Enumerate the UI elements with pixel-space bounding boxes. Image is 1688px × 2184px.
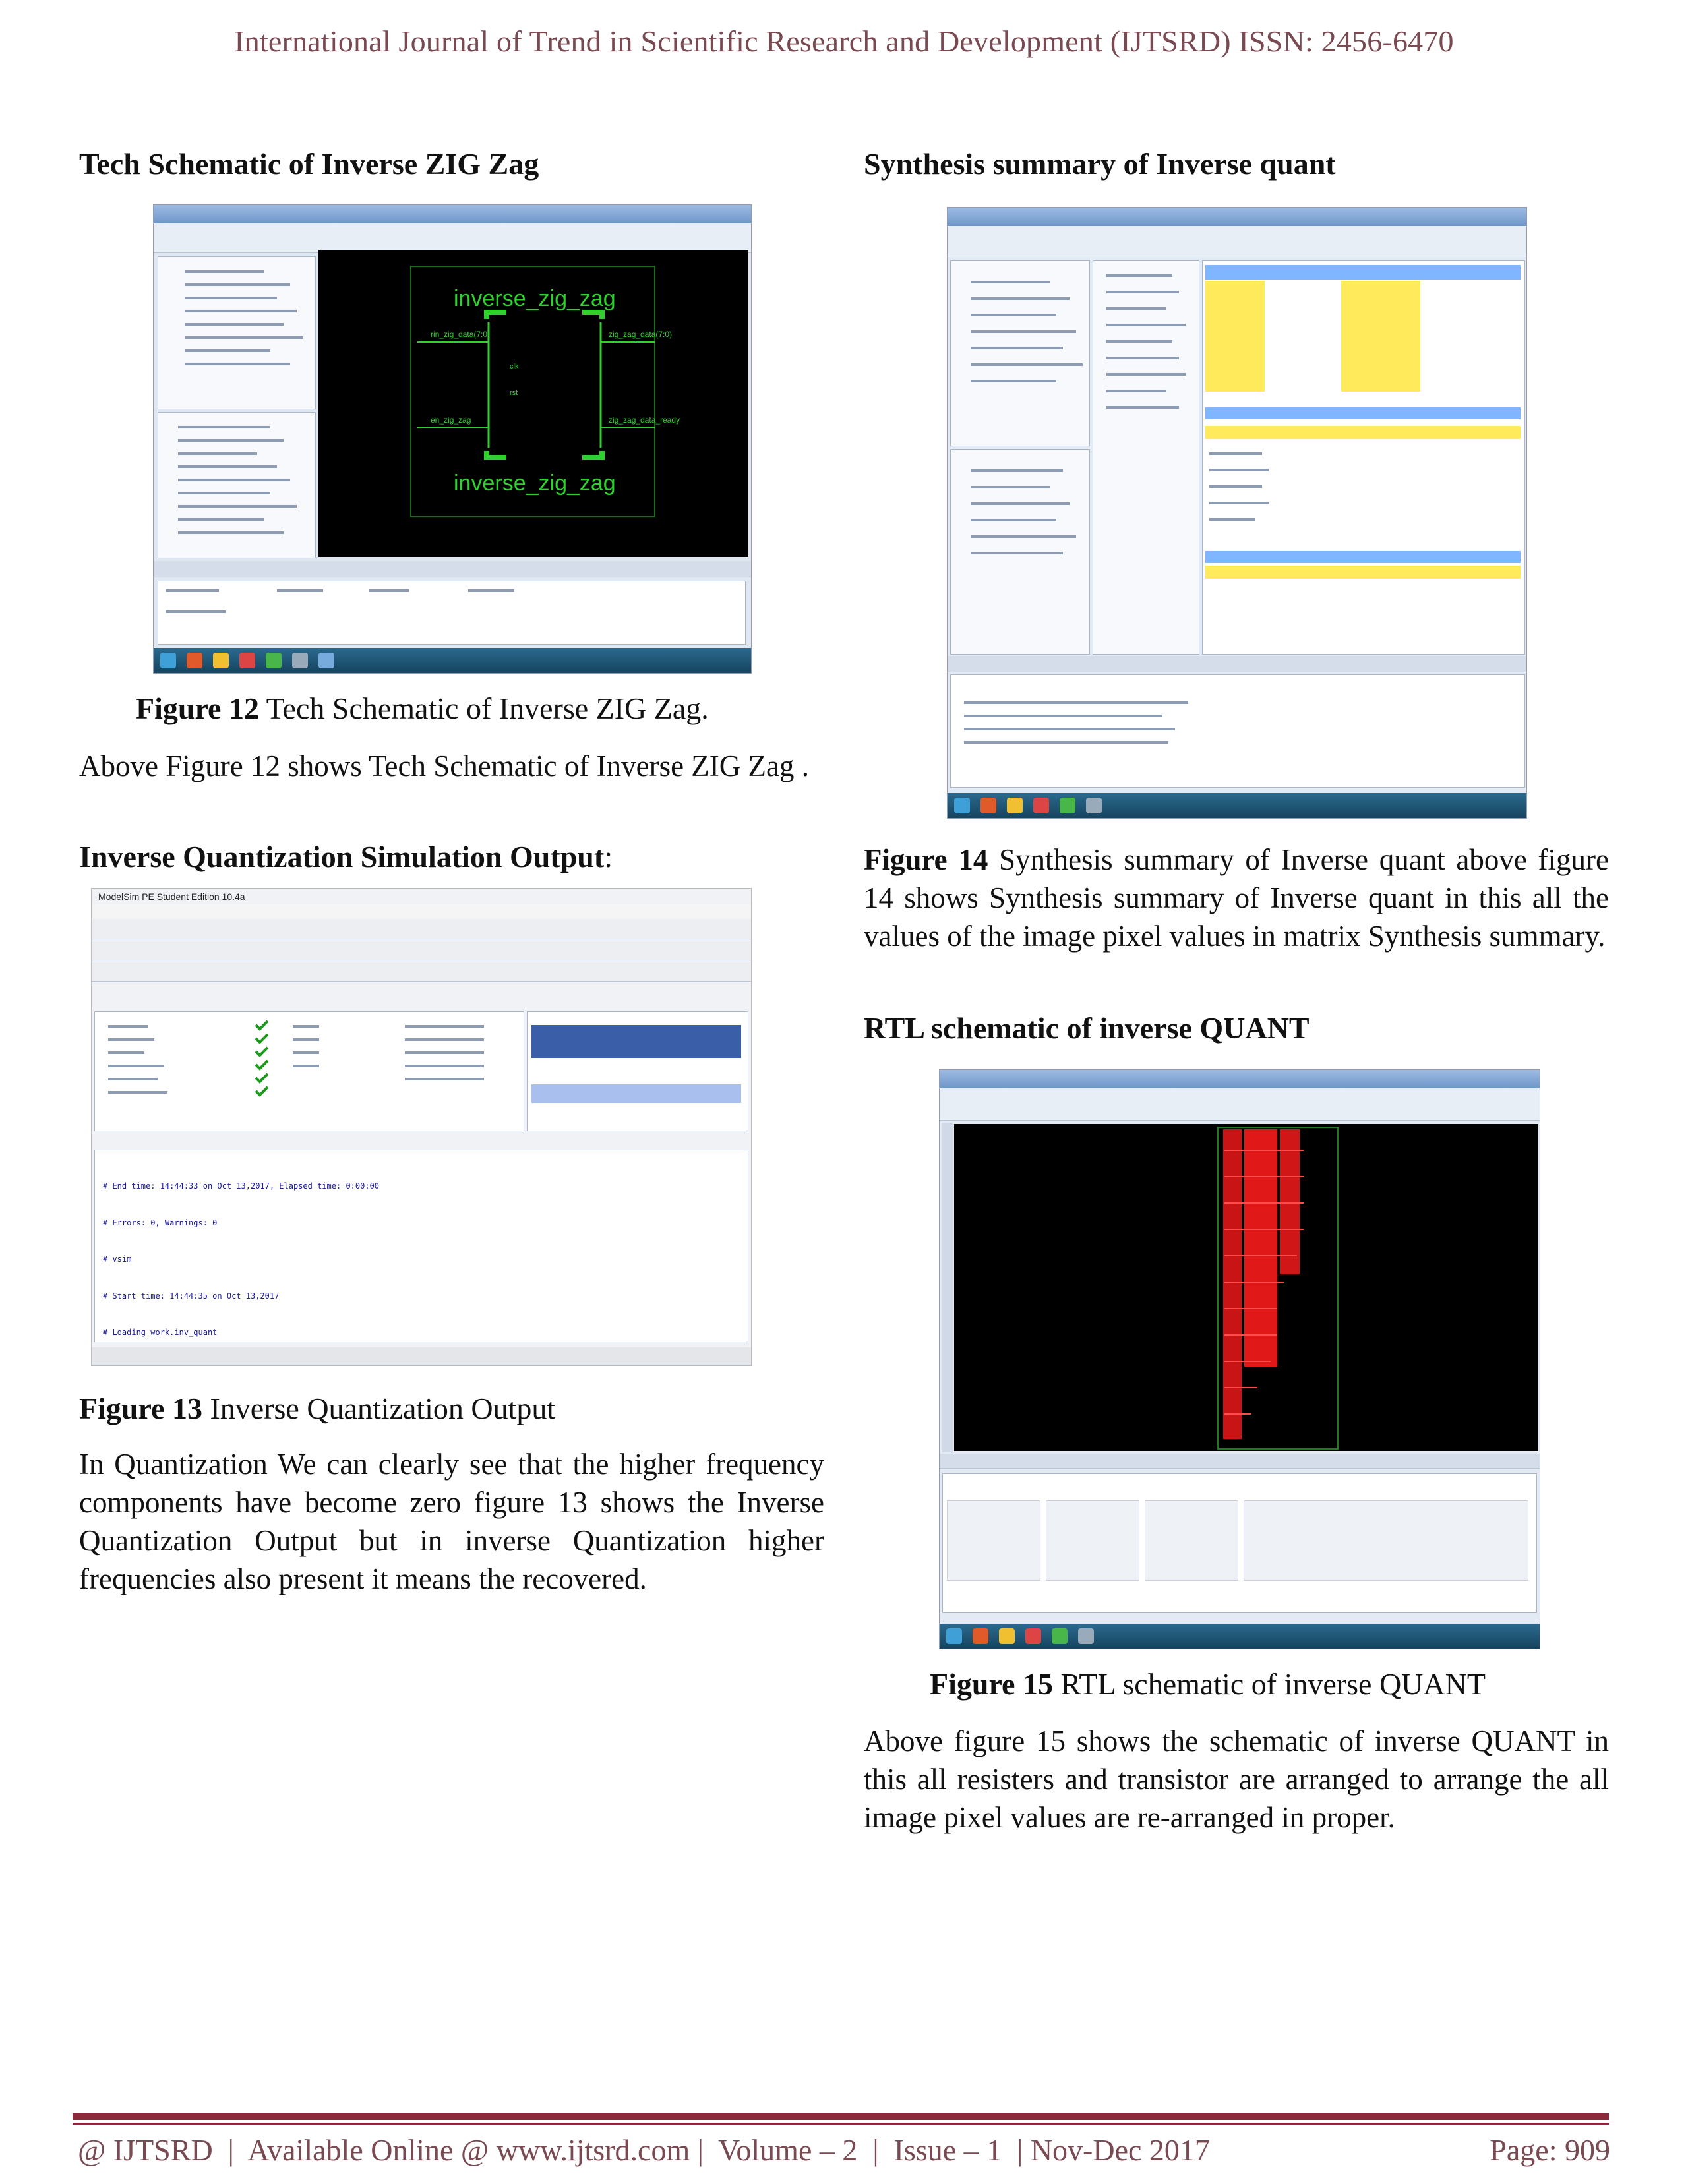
paragraph-figure-13: In Quantization We can clearly see that the higher frequency components have become zero figure 13 shows the Inverse Quantization Output but in inverse Quantization higher frequencies also present it means the recovered. xyxy=(79,1448,824,1595)
figure-13-caption: Figure 13 Inverse Quantization Output xyxy=(79,1392,556,1425)
modelsim-window-title: ModelSim PE Student Edition 10.4a xyxy=(98,891,245,902)
design-objects-panel xyxy=(158,581,746,645)
design-objects-panel xyxy=(942,1473,1537,1613)
processes-panel xyxy=(158,412,316,558)
figure-15-caption: Figure 15 RTL schematic of inverse QUANT xyxy=(930,1667,1486,1701)
rtl-graphic xyxy=(954,1124,1538,1451)
section-heading-rtl-schematic: RTL schematic of inverse QUANT xyxy=(864,1011,1310,1045)
schematic-block-label-top: inverse_zig_zag xyxy=(454,286,616,311)
figure-12-image xyxy=(153,204,752,674)
svg-text:zig_zag_data(7:0): zig_zag_data(7:0) xyxy=(609,330,673,339)
section-heading-synthesis-summary: Synthesis summary of Inverse quant xyxy=(864,147,1336,181)
svg-text:clk: clk xyxy=(510,363,519,370)
transcript-panel xyxy=(94,1150,748,1342)
rtl-schematic-canvas[interactable] xyxy=(954,1124,1538,1451)
design-overview-panel xyxy=(1093,260,1199,655)
footer-rule xyxy=(73,2113,1609,2120)
paragraph-figure-12: Above Figure 12 shows Tech Schematic of Inverse ZIG Zag . xyxy=(79,750,809,782)
figure-12-caption: Figure 12 Tech Schematic of Inverse ZIG Zag. xyxy=(136,692,709,725)
figure-13-image xyxy=(91,888,752,1366)
section-heading-tech-schematic: Tech Schematic of Inverse ZIG Zag xyxy=(79,147,539,181)
console-panel xyxy=(950,674,1525,788)
svg-text:zig_zag_data_ready: zig_zag_data_ready xyxy=(609,415,680,425)
windows-taskbar xyxy=(948,793,1526,818)
paragraph-figure-15: Above figure 15 shows the schematic of inverse QUANT in this all resisters and transistor are arranged to arrange the all image pixel values are re-arranged in proper. xyxy=(864,1725,1609,1834)
project-panel xyxy=(94,1011,524,1131)
figure-15-image xyxy=(939,1069,1540,1649)
schematic-block-label-bottom: inverse_zig_zag xyxy=(454,471,616,496)
hierarchy-panel xyxy=(158,256,316,409)
svg-text:rin_zig_data(7:0): rin_zig_data(7:0) xyxy=(431,330,491,339)
status-check-icons xyxy=(253,1020,273,1099)
paragraph-figure-14: Figure 14 Synthesis summary of Inverse quant above figure 14 shows Synthesis summary of Inverse quant in this all the values of the image pixel values in matrix Synthesis summary. xyxy=(864,843,1609,953)
section-heading-inverse-quant-sim: Inverse Quantization Simulation Output: xyxy=(79,840,613,873)
processes-panel xyxy=(950,449,1090,655)
objects-panel xyxy=(527,1011,748,1131)
summary-report xyxy=(1202,260,1525,655)
transcript-text: # End time: 14:44:33 on Oct 13,2017, Elapsed time: 0:00:00 # Errors: 0, Warnings: 0 # vsim # Start time: 14:44:35 on Oct 13,2017 # Loading work.inv_quant xyxy=(103,1181,380,1337)
windows-taskbar xyxy=(940,1624,1540,1649)
footer-rule-thin xyxy=(73,2123,1609,2125)
footer-info: @ IJTSRD | Available Online @ www.ijtsrd.com | Volume – 2 | Issue – 1 | Nov-Dec 2017 xyxy=(78,2133,1210,2167)
page-number: Page: 909 xyxy=(1490,2133,1610,2167)
hierarchy-panel xyxy=(950,260,1090,446)
windows-taskbar xyxy=(154,648,751,673)
svg-text:rst: rst xyxy=(510,389,518,397)
svg-text:en_zig_zag: en_zig_zag xyxy=(431,415,471,425)
figure-14-image xyxy=(947,207,1527,819)
journal-header: International Journal of Trend in Scientific Research and Development (IJTSRD) ISSN: 2456-6470 xyxy=(234,24,1454,58)
window-titlebar xyxy=(154,205,751,223)
schematic-canvas[interactable] xyxy=(318,250,748,557)
